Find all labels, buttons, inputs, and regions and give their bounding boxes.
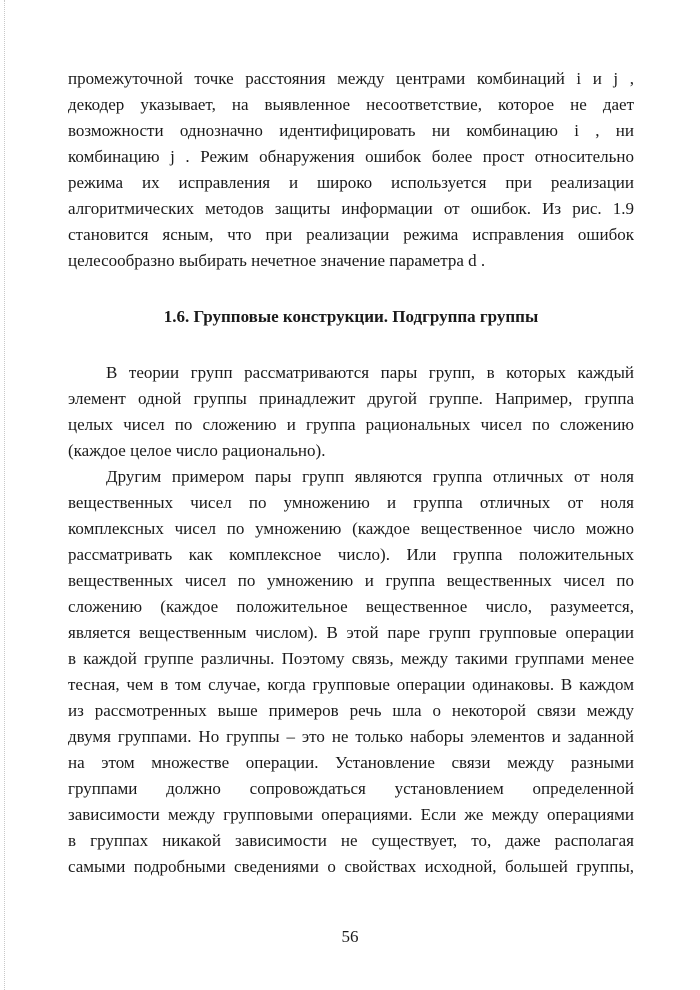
text-line: комплексных чисел по умножению (каждое вещественное число можно (68, 519, 634, 538)
text-line: возможности однозначно идентифицировать ни комбинацию i , ни (68, 121, 634, 140)
text-line: в каждой группе различны. Поэтому связь, между такими группами менее (68, 649, 634, 668)
text-line: комбинацию j . Режим обнаружения ошибок более прост относительно (68, 147, 634, 166)
text-line: из рассмотренных выше примеров речь шла о некоторой связи между (68, 701, 634, 720)
text-line: (каждое целое число рационально). (68, 441, 326, 460)
text-line: целых чисел по сложению и группа рациональных чисел по сложению (68, 415, 634, 434)
section-heading: 1.6. Групповые конструкции. Подгруппа группы (163, 307, 539, 326)
text-line: двумя группами. Но группы – это не только наборы элементов и заданной (68, 727, 634, 746)
paragraph-continued (68, 66, 634, 274)
page-body (68, 66, 634, 880)
text-line: элемент одной группы принадлежит другой группе. Например, группа (68, 389, 634, 408)
text-line: Другим примером пары групп являются группа отличных от ноля (106, 467, 634, 486)
page-edge (4, 0, 5, 990)
text-line: зависимости между групповыми операциями. Если же между операциями (68, 805, 634, 824)
text-line: режима их исправления и широко используется при реализации (68, 173, 634, 192)
paragraph-other-example (68, 464, 634, 880)
text-line: тесная, чем в том случае, когда групповые операции одинаковы. В каждом (68, 675, 634, 694)
text-line: группами должно сопровождаться установлением определенной (68, 779, 634, 798)
text-line: декодер указывает, на выявленное несоответствие, которое не дает (68, 95, 634, 114)
text-line: вещественных чисел по умножению и группа вещественных чисел по (68, 571, 634, 590)
text-line: промежуточной точке расстояния между центрами комбинаций i и j , (68, 69, 634, 88)
paragraph-groups-pairs (68, 360, 634, 464)
text-line: В теории групп рассматриваются пары групп, в которых каждый (106, 363, 634, 382)
text-line: алгоритмических методов защиты информации от ошибок. Из рис. 1.9 (68, 199, 634, 218)
text-line: целесообразно выбирать нечетное значение параметра d . (68, 251, 486, 270)
text-line: является вещественным числом). В этой паре групп групповые операции (68, 623, 634, 642)
text-line: самыми подробными сведениями о свойствах исходной, большей группы, (68, 857, 634, 876)
text-line: в группах никакой зависимости не существует, то, даже располагая (68, 831, 634, 850)
text-line: рассматривать как комплексное число). Или группа положительных (68, 545, 634, 564)
text-line: на этом множестве операции. Установление связи между разными (68, 753, 634, 772)
text-line: сложению (каждое положительное вещественное число, разумеется, (68, 597, 634, 616)
page-number: 56 (341, 927, 359, 946)
text-line: вещественных чисел по умножению и группа отличных от ноля (68, 493, 634, 512)
text-line: становится ясным, что при реализации режима исправления ошибок (68, 225, 634, 244)
